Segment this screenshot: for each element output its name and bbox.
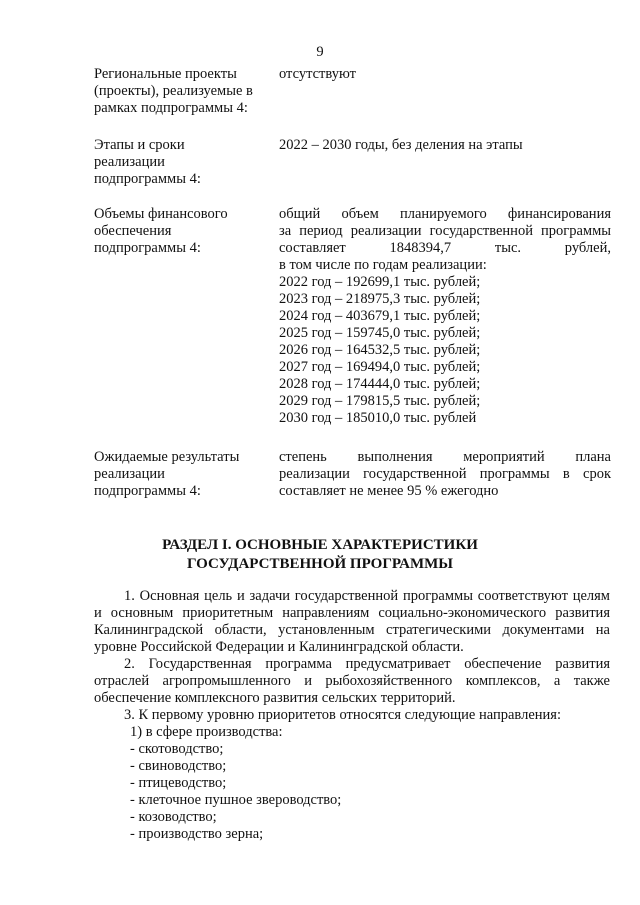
section-body [94,588,610,843]
year-amount: 2027 год – 169494,0 тыс. рублей; [279,359,481,375]
row-value: степень выполнения мероприятий плана реализации государственной программы в срок составляет не менее 95 % ежегодно [279,449,611,499]
row-label: Объемы финансового обеспечения подпрограммы 4: [94,206,228,256]
year-amount: 2028 год – 174444,0 тыс. рублей; [279,376,481,392]
year-amount: 2026 год – 164532,5 тыс. рублей; [279,342,481,358]
list-item: - птицеводство; [130,775,227,791]
section-heading: РАЗДЕЛ I. ОСНОВНЫЕ ХАРАКТЕРИСТИКИ ГОСУДАРСТВЕННОЙ ПРОГРАММЫ [162,537,478,572]
row-value: общий объем планируемого финансирования за период реализации государственной программы составляет 1848394,7 тыс. рублей, в том числе по годам реализации: 2022 год – 192699,1 тыс. рублей; 2023 год – 218975,3 тыс. рублей; 2024 год – 403679,1 тыс. рублей; 2025 год – 159745,0 тыс. рублей; 2026 год – 164532,5 тыс. рублей; 2027 год – 169494,0 тыс. рублей; 2028 год – 174444,0 тыс. рублей; 2029 год – 179815,5 тыс. рублей; 2030 год – 185010,0 тыс. рублей [279,206,611,426]
row-label: Ожидаемые результаты реализации подпрограммы 4: [94,449,240,499]
list-item: 1) в сфере производства: [130,724,283,740]
year-amount: 2023 год – 218975,3 тыс. рублей; [279,291,481,307]
list-item: - клеточное пушное звероводство; [130,792,342,808]
row-value: 2022 – 2030 годы, без деления на этапы [279,137,523,153]
year-amount: 2030 год – 185010,0 тыс. рублей [279,410,477,426]
list-item: - козоводство; [130,809,217,825]
row-label: Этапы и сроки реализации подпрограммы 4: [94,137,201,187]
list-item: - производство зерна; [130,826,264,842]
row-value: отсутствуют [279,66,356,82]
row-label: Региональные проекты (проекты), реализуемые в рамках подпрограммы 4: [94,66,253,116]
paragraph: 2. Государственная программа предусматривает обеспечение развития отраслей агропромышленного и рыбохозяйственного комплексов, а также обеспечение комплексного развития сельских территорий. [94,656,610,706]
year-amount: 2024 год – 403679,1 тыс. рублей; [279,308,481,324]
year-amount: 2029 год – 179815,5 тыс. рублей; [279,393,481,409]
year-amount: 2022 год – 192699,1 тыс. рублей; [279,274,481,290]
paragraph: 3. К первому уровню приоритетов относятся следующие направления: [124,707,561,723]
paragraph: 1. Основная цель и задачи государственной программы соответствуют целям и основным приоритетным направлениям социально-экономического развития Калининградской области, установленным стратегическими документами на уровне Российской Федерации и Калининградской области. [94,588,610,655]
list-item: - скотоводство; [130,741,224,757]
page-number: 9 [316,44,324,60]
year-amount: 2025 год – 159745,0 тыс. рублей; [279,325,481,341]
list-item: - свиноводство; [130,758,227,774]
